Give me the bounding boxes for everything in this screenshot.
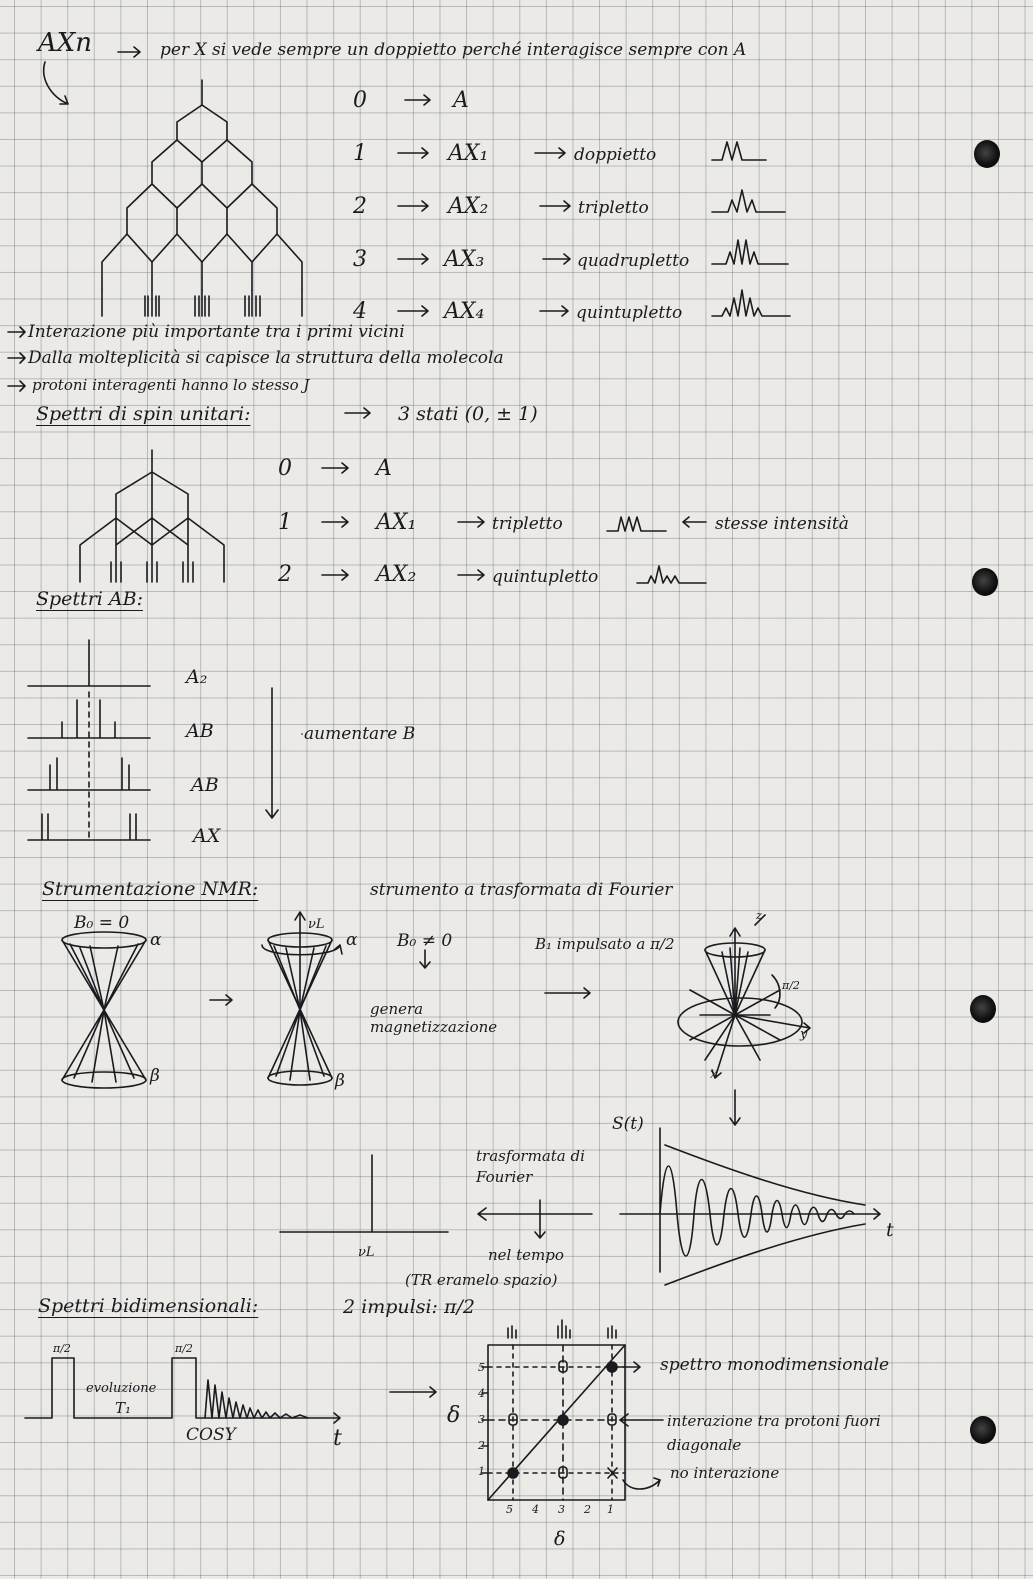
xtick-3: 3: [558, 1503, 565, 1516]
cosy-crosspeaks: [509, 1361, 616, 1478]
binder-hole-1: [974, 140, 1000, 168]
xtick-1: 1: [607, 1503, 614, 1516]
axn-description: per X si vede sempre un doppietto perché interagisce sempre con A: [160, 40, 747, 60]
mult-name-1: doppietto: [574, 145, 657, 165]
ytick-3: 3: [478, 1413, 485, 1426]
binder-hole-3: [970, 995, 996, 1023]
note-2: Dalla molteplicità si capisce la struttura della molecola: [28, 348, 504, 368]
twod-title: Spettri bidimensionali:: [38, 1295, 259, 1317]
spin1-n-1: 1: [278, 510, 292, 535]
alpha-label-2: α: [346, 930, 358, 950]
ab-label-ab1: AB: [186, 720, 214, 742]
genera-label: genera magnetizzazione: [370, 1000, 498, 1036]
mult-name-3: quadrupletto: [577, 251, 690, 271]
axn-label: AXn: [38, 28, 93, 58]
mult-group-2: AX₂: [448, 194, 489, 219]
st-label: S(t): [612, 1114, 644, 1134]
ab-label-a2: A₂: [186, 666, 208, 688]
b0-zero-label: B₀ = 0: [74, 913, 130, 933]
fid-t-label: t: [886, 1219, 894, 1241]
pulse1-label: π/2: [53, 1342, 71, 1355]
t1-label: T₁: [115, 1399, 132, 1417]
spin1-name-2: quintupletto: [492, 567, 599, 587]
pascal-tree-spin-half: [102, 80, 302, 316]
ytick-1: 1: [478, 1465, 485, 1478]
tempo-label: nel tempo: [488, 1246, 564, 1264]
nmr-title: Strumentazione NMR:: [42, 878, 259, 900]
b1-label: B₁ impulsato a π/2: [535, 935, 675, 953]
fourier-arrow: [478, 1200, 592, 1238]
ytick-4: 4: [478, 1387, 485, 1400]
xtick-4: 4: [532, 1503, 539, 1516]
cosy-peaks: [508, 1362, 617, 1478]
spin1-note: stesse intensità: [715, 514, 849, 534]
xtick-5: 5: [506, 1503, 513, 1516]
spin1-title: Spettri di spin unitari:: [36, 403, 251, 425]
cosy-label: COSY: [186, 1425, 236, 1445]
mult-n-0: 0: [353, 88, 367, 113]
twod-pulses: 2 impulsi: π/2: [343, 1296, 475, 1318]
xtick-2: 2: [584, 1503, 591, 1516]
pulse2-label: π/2: [175, 1342, 193, 1355]
spectrum-nu-l: [280, 1155, 448, 1232]
spin1-group-2: AX₂: [376, 562, 417, 587]
spin1-name-1: tripletto: [492, 514, 563, 534]
delta-x-label: δ: [554, 1528, 566, 1550]
binder-hole-4: [970, 1416, 996, 1444]
mult-n-4: 4: [353, 299, 367, 324]
nmr-flow-arrows: [420, 950, 590, 998]
spin1-group-1: AX₁: [376, 510, 417, 535]
diag-label: spettro monodimensionale: [660, 1355, 890, 1375]
spin1-n-2: 2: [278, 562, 292, 587]
ytick-2: 2: [478, 1439, 485, 1452]
ft-label: trasformata di Fourier: [476, 1147, 585, 1186]
spin1-group-0: A: [376, 456, 392, 481]
delta-y-label: δ: [447, 1403, 461, 1428]
spin1-n-0: 0: [278, 456, 292, 481]
mult-group-4: AX₄: [444, 299, 485, 324]
ab-label-ab2: AB: [191, 774, 219, 796]
note-1: Interazione più importante tra i primi vicini: [28, 322, 405, 342]
fid-arrow: [730, 1090, 740, 1125]
multiplet-peaks: [712, 142, 790, 316]
mult-n-1: 1: [353, 141, 367, 166]
alpha-label-1: α: [150, 930, 162, 950]
fid-signal: [620, 1128, 880, 1285]
ab-spectra: [28, 640, 302, 840]
mult-group-3: AX₃: [444, 247, 485, 272]
offdiag-label: interazione tra protoni fuori diagonale: [667, 1412, 881, 1454]
mult-group-1: AX₁: [448, 141, 489, 166]
mult-name-4: quintupletto: [576, 303, 683, 323]
nmr-desc: strumento a trasformata di Fourier: [370, 880, 673, 900]
axis-y-label: y: [800, 1027, 808, 1042]
mult-n-3: 3: [353, 247, 367, 272]
axis-x-label: x: [710, 1067, 718, 1082]
binder-hole-2: [972, 568, 998, 596]
cosy-t-label: t: [333, 1426, 342, 1451]
cone-b0-nonzero: [262, 912, 342, 1085]
ab-arrow-label: aumentare B: [304, 724, 416, 744]
nu-l-label-spectrum: νL: [358, 1245, 375, 1260]
spin1-states: 3 stati (0, ± 1): [398, 403, 538, 425]
pi2-angle-label: π/2: [782, 979, 800, 992]
axis-z-label: z: [756, 909, 762, 922]
cone-b0-zero: [62, 932, 232, 1088]
ab-title: Spettri AB:: [36, 588, 143, 610]
evol-label: evoluzione: [86, 1381, 157, 1396]
pascal-tree-spin-one: [80, 450, 224, 582]
mult-name-2: tripletto: [578, 198, 649, 218]
tr-label: (TR eramelo spazio): [405, 1271, 558, 1289]
no-inter-label: no interazione: [670, 1464, 780, 1482]
cosy-2d-map: [482, 1320, 663, 1500]
note-3: protoni interagenti hanno lo stesso J: [32, 376, 310, 394]
nu-l-label-cone: νL: [308, 917, 325, 932]
mult-group-0: A: [453, 88, 469, 113]
ytick-5: 5: [478, 1361, 485, 1374]
b0-nonzero-label: B₀ ≠ 0: [397, 931, 453, 951]
mult-n-2: 2: [353, 194, 367, 219]
beta-label-2: β: [335, 1071, 345, 1091]
ab-label-ax: AX: [193, 825, 221, 847]
beta-label-1: β: [150, 1066, 160, 1086]
